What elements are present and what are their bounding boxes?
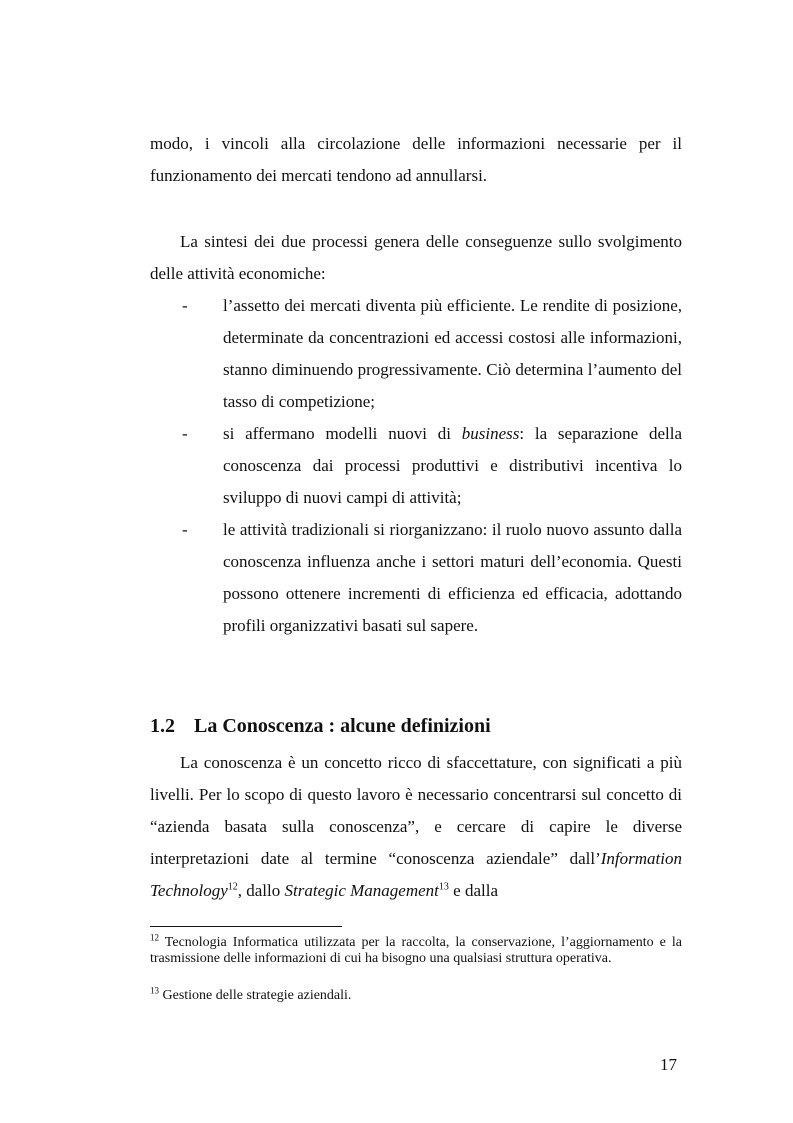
italic-information-technology: Information Technology: [150, 849, 682, 900]
bullet-1-text: l’assetto dei mercati diventa più efficiente. Le rendite di posizione, determinate da concentrazioni ed accessi costosi alle informazioni, stanno diminuendo progressivamente. Ciò determina l’aumento del tasso di competizione;: [223, 296, 682, 411]
footnote-13-number: 13: [150, 985, 159, 996]
bullet-dash: -: [182, 520, 188, 539]
list-item: [150, 418, 682, 514]
footnote-12-number: 12: [150, 932, 159, 943]
bullet-dash: -: [182, 296, 188, 315]
bullet-dash: -: [182, 424, 188, 443]
paragraph-1: modo, i vincoli alla circolazione delle informazioni necessarie per il funzionamento dei mercati tendono ad annullarsi.: [150, 134, 682, 185]
footnote-13: [150, 985, 682, 1004]
bullet-3-text: le attività tradizionali si riorganizzano: il ruolo nuovo assunto dalla conoscenza influenza anche i settori maturi dell’economia. Questi possono ottenere incrementi di efficienza ed efficacia, adottando profili organizzativi basati sul sapere.: [223, 520, 682, 635]
consequences-section: [150, 226, 682, 642]
footnote-separator: [150, 926, 342, 927]
bullet-list: [150, 290, 682, 642]
list-item: [150, 514, 682, 642]
section-heading: [150, 710, 682, 742]
paragraph-3-text: La conoscenza è un concetto ricco di sfaccettature, con significati a più livelli. Per lo scopo di questo lavoro è necessario concentrarsi sul concetto di “azienda basata sulla conoscenza”, e cercare di capire le diverse interpretazioni date al termine “conoscenza aziendale” dall’: [150, 753, 682, 868]
bullet-2-italic: business: [461, 424, 520, 443]
paragraph-3: [150, 747, 682, 907]
footnote-13-text: Gestione delle strategie aziendali.: [159, 988, 352, 1003]
footnote-ref-12: 12: [227, 881, 238, 893]
italic-strategic-management: Strategic Management: [284, 881, 439, 900]
footnote-12-text: Tecnologia Informatica utilizzata per la raccolta, la conservazione, l’aggiornamento e la trasmissione delle informazioni di cui ha bisogno una qualsiasi struttura operativa.: [150, 935, 682, 966]
page-number: 17: [660, 1055, 677, 1074]
section-number: 1.2: [150, 715, 175, 737]
paragraph-3-text-mid: , dallo: [237, 881, 285, 900]
section-1-2: [150, 710, 682, 907]
paragraph-3-text-post: e dalla: [448, 881, 498, 900]
bullet-2-text-post: : la separazione della conoscenza dai processi produttivi e distributivi incentiva lo sviluppo di nuovi campi di attività;: [223, 424, 682, 507]
paragraph-continuation: [150, 128, 682, 192]
footnote-ref-13: 13: [438, 881, 449, 893]
list-item: [150, 290, 682, 418]
section-title: La Conoscenza : alcune definizioni: [194, 715, 491, 737]
footnote-12: [150, 932, 682, 967]
paragraph-2: La sintesi dei due processi genera delle conseguenze sullo svolgimento delle attività economiche:: [150, 232, 682, 283]
bullet-2-text-pre: si affermano modelli nuovi di: [223, 424, 462, 443]
